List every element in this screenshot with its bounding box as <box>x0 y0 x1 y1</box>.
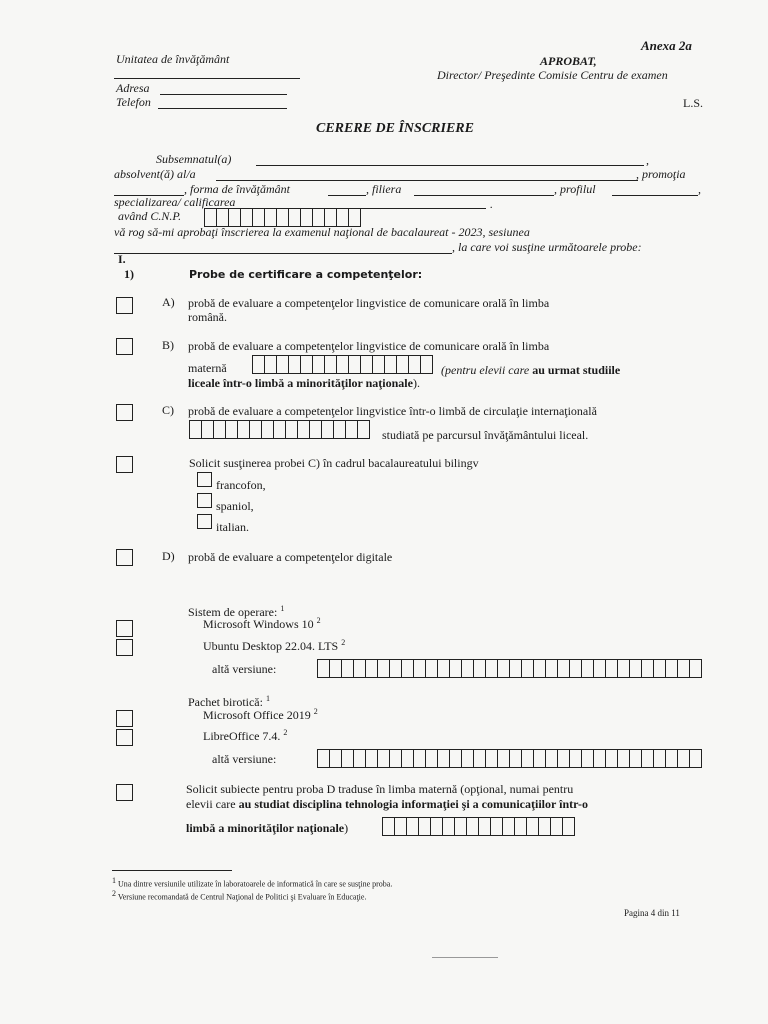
checkbox-proba-c[interactable] <box>116 404 133 421</box>
ubuntu-sup: 2 <box>341 638 346 647</box>
section-roman: I. <box>118 252 126 266</box>
unit-label: Unitatea de învăţământ <box>116 52 230 66</box>
subsemnatul-label: Subsemnatul(a) <box>156 152 232 166</box>
request-text2: , la care voi susţine următoarele probe: <box>452 240 642 254</box>
item-d-text: probă de evaluare a competenţelor digitale <box>188 550 393 564</box>
annex-label: Anexa 2a <box>641 38 692 53</box>
libreoffice-sup: 2 <box>283 728 288 737</box>
ms-office-option <box>203 707 318 723</box>
ms-office-label: Microsoft Office 2019 <box>203 708 311 722</box>
item-b-note-bold2: liceale într-o limbă a minorităţilor naţionale <box>188 376 413 390</box>
cnp-label: având C.N.P. <box>118 209 182 223</box>
item-b-materna: maternă <box>188 361 227 375</box>
item-c-text: probă de evaluare a competenţelor lingvistice într-o limbă de circulaţie internaţională <box>188 404 597 418</box>
checkbox-proba-a[interactable] <box>116 297 133 314</box>
bilingv-text: Solicit susţinerea probei C) în cadrul bacalaureatului bilingv <box>189 456 479 470</box>
checkbox-proba-d[interactable] <box>116 549 133 566</box>
section-heading: Probe de certificare a competenţelor: <box>189 268 423 281</box>
windows-option <box>203 616 321 632</box>
footnote-1 <box>112 876 392 889</box>
comma: , <box>646 153 649 167</box>
checkbox-bilingv[interactable] <box>116 456 133 473</box>
os-other-label: altă versiune: <box>212 662 277 676</box>
libreoffice-option <box>203 728 287 744</box>
item-c-letter: C) <box>162 403 174 417</box>
checkbox-proba-b[interactable] <box>116 338 133 355</box>
filiera-label: , filiera <box>366 182 402 196</box>
footnote-1-text: Una dintre versiunile utilizate în laboratoarele de informatică în care se susţine proba. <box>118 879 393 889</box>
footnote-2-text: Versiune recomandată de Centrul Naţional de Politici şi Evaluare în Educaţie. <box>117 892 367 902</box>
absolvent-label: absolvent(ă) al/a <box>114 167 196 181</box>
bottom-mark <box>432 957 498 958</box>
page-number: Pagina 4 din 11 <box>624 908 680 918</box>
forma-line[interactable] <box>328 195 366 196</box>
filiera-line[interactable] <box>414 195 554 196</box>
ms-office-sup: 2 <box>313 707 318 716</box>
item-d-letter: D) <box>162 549 175 563</box>
sesiune-line[interactable] <box>114 253 452 254</box>
promotia-label: , promoţia <box>636 167 686 181</box>
item-b-note-end: ). <box>412 376 420 390</box>
profilul-label: , profilul <box>554 182 596 196</box>
os-other-grid[interactable] <box>317 659 702 678</box>
b-language-grid[interactable] <box>252 355 433 374</box>
item-a-text2: română. <box>188 310 227 324</box>
checkbox-libreoffice[interactable] <box>116 729 133 746</box>
comma2: , <box>698 182 701 196</box>
unit-line <box>114 78 300 79</box>
page-title: CERERE DE ÎNSCRIERE <box>316 121 474 136</box>
italian-label: italian. <box>216 520 249 534</box>
item-b-note-bold: au urmat studiile <box>532 363 621 377</box>
ubuntu-label: Ubuntu Desktop 22.04. LTS <box>203 639 339 653</box>
item-c-text2: studiată pe parcursul învăţământului liceal. <box>382 428 589 442</box>
checkbox-spaniol[interactable] <box>197 493 212 508</box>
office-other-label: altă versiune: <box>212 752 277 766</box>
address-label: Adresa <box>116 81 150 95</box>
office-label-text: Pachet birotică: <box>188 695 263 709</box>
os-label-text: Sistem de operare: <box>188 605 278 619</box>
item-a-letter: A) <box>162 295 175 309</box>
item-a-text: probă de evaluare a competenţelor lingvistice de comunicare orală în limba <box>188 296 550 310</box>
translate-line3b: limbă a minorităţilor naţionale <box>186 821 345 835</box>
checkbox-translate[interactable] <box>116 784 133 801</box>
checkbox-ms-office[interactable] <box>116 710 133 727</box>
profilul-line[interactable] <box>612 195 698 196</box>
school-line[interactable] <box>216 180 638 181</box>
footnote-divider <box>112 870 232 871</box>
item-b-note-text: (pentru elevii care <box>441 363 533 377</box>
checkbox-italian[interactable] <box>197 514 212 529</box>
footnote-2-num: 2 <box>112 889 116 898</box>
translate-line3e: ) <box>344 821 349 835</box>
checkbox-francofon[interactable] <box>197 472 212 487</box>
item-b-text: probă de evaluare a competenţelor lingvistice de comunicare orală în limba <box>188 339 550 353</box>
os-label-sup: 1 <box>280 604 285 613</box>
windows-sup: 2 <box>316 616 321 625</box>
forma-label: , forma de învăţământ <box>184 182 290 196</box>
office-other-grid[interactable] <box>317 749 702 768</box>
director-label: Director/ Preşedinte Comisie Centru de examen <box>437 68 668 82</box>
footnote-1-num: 1 <box>112 876 116 885</box>
ubuntu-option <box>203 638 345 654</box>
section-number: 1) <box>124 267 134 281</box>
office-label-sup: 1 <box>265 694 270 703</box>
period: . <box>490 197 493 211</box>
translate-language-grid[interactable] <box>382 817 575 836</box>
checkbox-windows[interactable] <box>116 620 133 637</box>
francofon-label: francofon, <box>216 478 266 492</box>
phone-label: Telefon <box>116 95 151 109</box>
translate-line1: Solicit subiecte pentru proba D traduse în limba maternă (opţional, numai pentru <box>186 782 574 796</box>
checkbox-ubuntu[interactable] <box>116 639 133 656</box>
item-b-letter: B) <box>162 338 174 352</box>
spaniol-label: spaniol, <box>216 499 254 513</box>
specializarea-label: specializarea/ calificarea <box>114 195 236 209</box>
windows-label: Microsoft Windows 10 <box>203 617 314 631</box>
translate-line2b: au studiat disciplina tehnologia informaţiei şi a comunicaţiilor într-o <box>238 797 588 811</box>
ls-label: L.S. <box>683 96 704 110</box>
libreoffice-label: LibreOffice 7.4. <box>203 729 281 743</box>
footnote-2 <box>112 889 366 902</box>
phone-line[interactable] <box>158 108 287 109</box>
item-b-note <box>441 363 620 378</box>
address-line[interactable] <box>160 94 287 95</box>
name-line[interactable] <box>256 165 644 166</box>
request-text: vă rog să-mi aprobaţi înscrierea la examenul naţional de bacalaureat - 2023, sesiunea <box>114 225 530 239</box>
c-language-grid[interactable] <box>189 420 370 439</box>
translate-line2a: elevii care <box>186 797 239 811</box>
approved-label: APROBAT, <box>540 54 597 68</box>
